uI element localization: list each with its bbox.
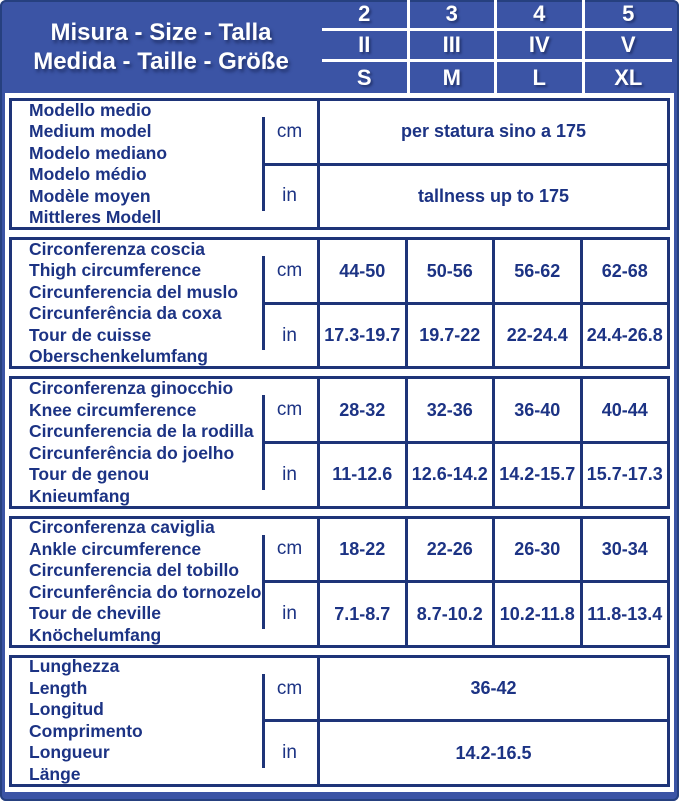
- row-label: Longueur: [29, 742, 110, 763]
- cm-values: [320, 240, 667, 302]
- size-header-cell: 4: [497, 0, 585, 31]
- section-measurements: [262, 240, 667, 366]
- row-label: Modelo mediano: [29, 142, 168, 163]
- size-header-cell: S: [322, 62, 410, 93]
- section-knee-circumference: [9, 376, 670, 508]
- value-cell: 11.8-13.4: [587, 603, 663, 624]
- value-cell: 7.1-8.7: [320, 583, 408, 645]
- in-values: [320, 305, 667, 367]
- size-header-cell: M: [410, 62, 498, 93]
- value-cell: per statura sino a 175: [400, 121, 587, 142]
- section-labels: [12, 101, 262, 227]
- unit-cell-in: in: [262, 444, 320, 506]
- table-body: [5, 93, 674, 792]
- size-header-cell: II: [322, 31, 410, 62]
- row-label: Circonferenza ginocchio: [29, 378, 234, 399]
- section-thigh-circumference: [9, 237, 670, 369]
- header-title: [0, 0, 322, 93]
- value-cell: 10.2-11.8: [495, 583, 583, 645]
- header-title-line1: Misura - Size - Talla: [50, 18, 272, 46]
- value-cell: 40-44: [601, 399, 648, 420]
- unit-cell-cm: cm: [262, 101, 320, 163]
- section-ankle-circumference: [9, 516, 670, 648]
- in-values: [320, 166, 667, 228]
- value-cell: 56-62: [495, 240, 583, 302]
- row-label: Thigh circumference: [29, 260, 202, 281]
- section-measurements: [262, 658, 667, 784]
- size-header-cell: L: [497, 62, 585, 93]
- value-cell: 50-56: [408, 240, 496, 302]
- row-label: Length: [29, 677, 88, 698]
- value-cell: 8.7-10.2: [408, 583, 496, 645]
- unit-cell-in: in: [262, 722, 320, 784]
- in-row: [262, 305, 667, 367]
- value-cell: 14.2-15.7: [495, 444, 583, 506]
- row-label: Knee circumference: [29, 399, 197, 420]
- size-header-cell: 3: [410, 0, 498, 31]
- row-label: Longitud: [29, 699, 104, 720]
- value-cell: 19.7-22: [408, 305, 496, 367]
- row-label: Comprimento: [29, 720, 143, 741]
- row-label: Circonferenza coscia: [29, 238, 206, 259]
- cm-row: [262, 658, 667, 723]
- in-row: [262, 722, 667, 784]
- row-label: Tour de genou: [29, 464, 150, 485]
- row-label: Ankle circumference: [29, 538, 202, 559]
- section-labels: [12, 379, 262, 505]
- in-values: [320, 444, 667, 506]
- row-label: Circunferencia del muslo: [29, 281, 239, 302]
- row-label: Circunferencia de la rodilla: [29, 421, 254, 442]
- value-cell: 62-68: [601, 260, 648, 281]
- row-label: Circonferenza caviglia: [29, 517, 215, 538]
- row-label: Mittleres Modell: [29, 207, 162, 228]
- cm-row: [262, 519, 667, 584]
- row-label: Oberschenkelumfang: [29, 346, 208, 367]
- cm-row: [262, 101, 667, 166]
- value-cell: 30-34: [601, 538, 648, 559]
- value-cell: 18-22: [320, 519, 408, 581]
- unit-cell-in: in: [262, 166, 320, 228]
- value-cell: 22-24.4: [495, 305, 583, 367]
- row-label: Knieumfang: [29, 485, 131, 506]
- header-title-line2: Medida - Taille - Größe: [33, 47, 289, 75]
- cm-values: [320, 658, 667, 720]
- section-labels: [12, 658, 262, 784]
- size-header-cell: V: [585, 31, 673, 62]
- in-values: [320, 583, 667, 645]
- section-labels: [12, 519, 262, 645]
- section-measurements: [262, 101, 667, 227]
- value-cell: 17.3-19.7: [320, 305, 408, 367]
- value-cell: 15.7-17.3: [586, 464, 663, 485]
- value-cell: 44-50: [320, 240, 408, 302]
- in-row: [262, 583, 667, 645]
- row-label: Circunferencia del tobillo: [29, 560, 240, 581]
- cm-row: [262, 379, 667, 444]
- unit-cell-cm: cm: [262, 240, 320, 302]
- unit-cell-cm: cm: [262, 379, 320, 441]
- size-header-cell: 5: [585, 0, 673, 31]
- value-cell: 36-42: [470, 678, 517, 699]
- table-header: [0, 0, 679, 93]
- cm-values: [320, 101, 667, 163]
- row-label: Modèle moyen: [29, 185, 151, 206]
- section-measurements: [262, 519, 667, 645]
- in-row: [262, 444, 667, 506]
- row-label: Circunferência da coxa: [29, 303, 222, 324]
- size-header-cell: III: [410, 31, 498, 62]
- size-header-grid: [322, 0, 672, 93]
- section-measurements: [262, 379, 667, 505]
- section-labels: [12, 240, 262, 366]
- row-label: Modelo médio: [29, 164, 147, 185]
- value-cell: 14.2-16.5: [455, 742, 532, 763]
- value-cell: 32-36: [408, 379, 496, 441]
- row-label: Modello medio: [29, 99, 152, 120]
- row-label: Lunghezza: [29, 656, 120, 677]
- value-cell: 24.4-26.8: [586, 325, 663, 346]
- row-label: Länge: [29, 763, 81, 784]
- value-cell: tallness up to 175: [417, 185, 570, 206]
- value-cell: 11-12.6: [320, 444, 408, 506]
- section-length: [9, 655, 670, 787]
- cm-values: [320, 519, 667, 581]
- size-header-cell: IV: [497, 31, 585, 62]
- in-values: [320, 722, 667, 784]
- size-header-cell: XL: [614, 64, 643, 90]
- value-cell: 28-32: [320, 379, 408, 441]
- size-header-cell: 2: [322, 0, 410, 31]
- row-label: Tour de cuisse: [29, 324, 152, 345]
- unit-cell-cm: cm: [262, 658, 320, 720]
- row-label: Medium model: [29, 121, 152, 142]
- section-model-height: [9, 98, 670, 230]
- row-label: Knöchelumfang: [29, 624, 162, 645]
- cm-values: [320, 379, 667, 441]
- value-cell: 26-30: [495, 519, 583, 581]
- unit-cell-in: in: [262, 583, 320, 645]
- unit-cell-cm: cm: [262, 519, 320, 581]
- row-label: Tour de cheville: [29, 603, 161, 624]
- unit-cell-in: in: [262, 305, 320, 367]
- value-cell: 12.6-14.2: [408, 444, 496, 506]
- value-cell: 36-40: [495, 379, 583, 441]
- in-row: [262, 166, 667, 228]
- value-cell: 22-26: [408, 519, 496, 581]
- cm-row: [262, 240, 667, 305]
- row-label: Circunferência do tornozelo: [29, 581, 262, 602]
- row-label: Circunferência do joelho: [29, 442, 235, 463]
